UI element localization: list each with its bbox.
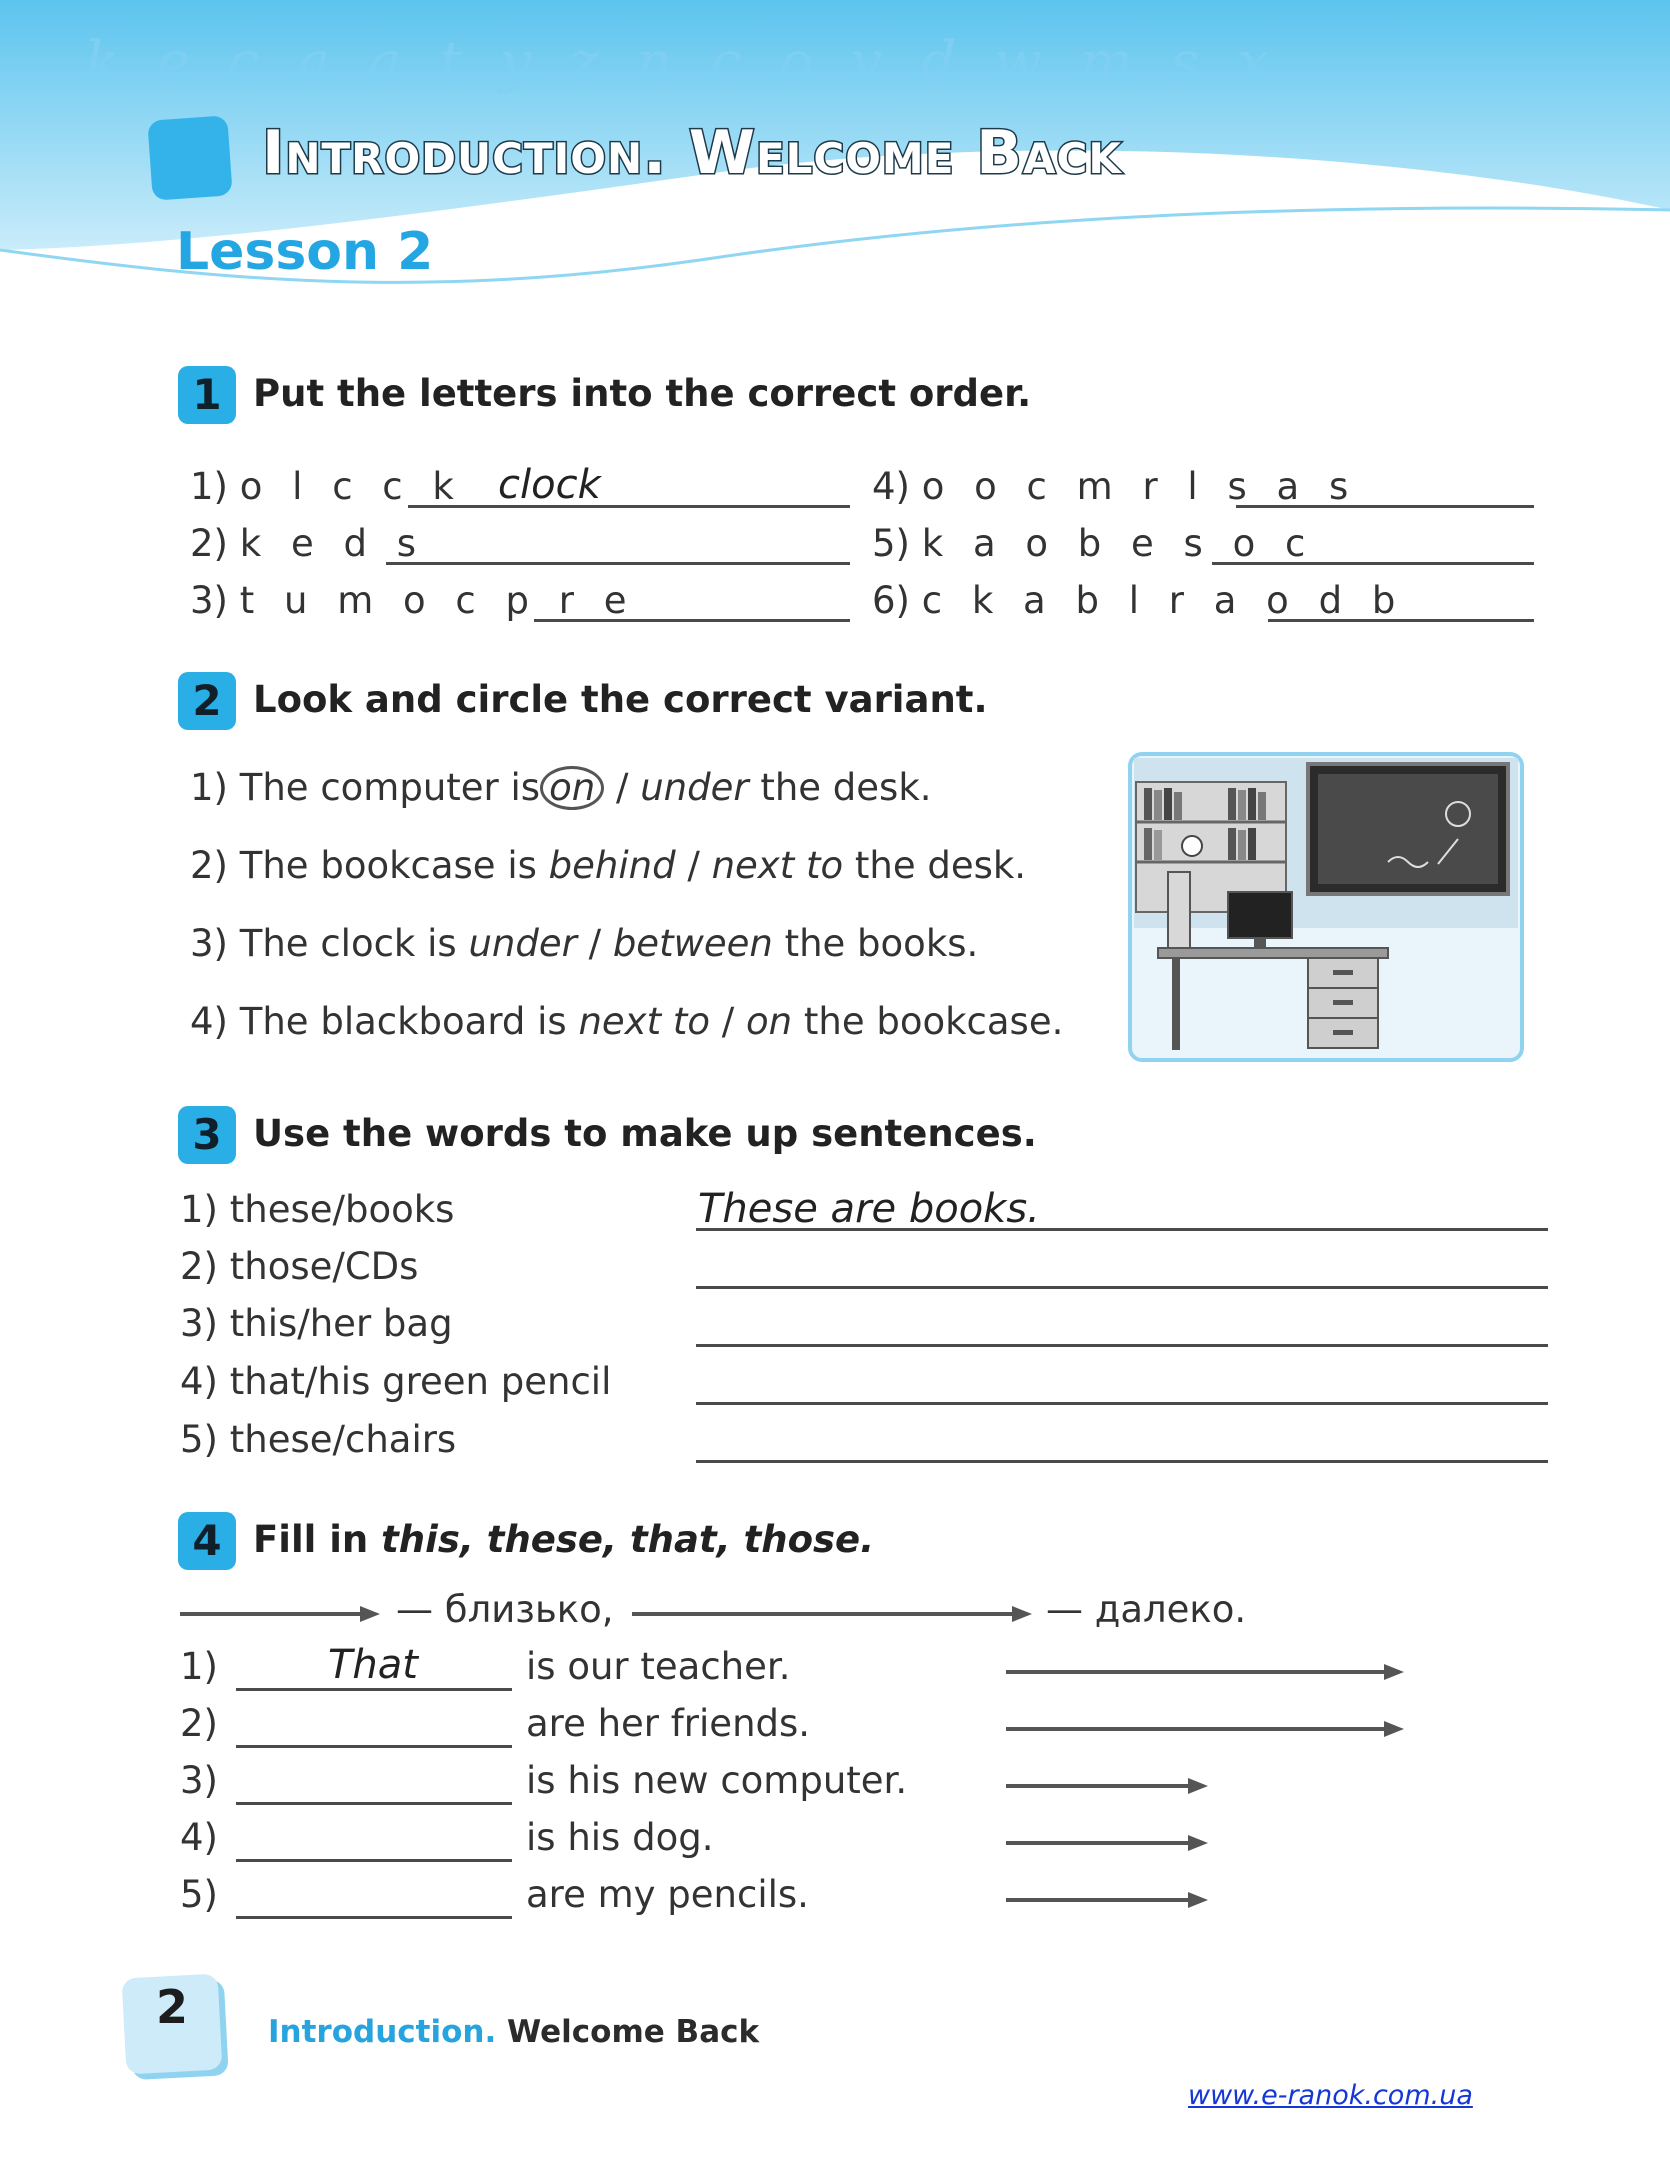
ex4-item-number: 2) (180, 1702, 218, 1745)
ex3-answer-line-1[interactable] (696, 1228, 1548, 1231)
ex3-words: these/chairs (229, 1418, 457, 1461)
exercise-4-title-words: this, these, that, those. (381, 1518, 875, 1561)
ex2-separator: / (710, 1000, 746, 1043)
ex3-item-3 (180, 1302, 453, 1346)
ex2-option[interactable]: under (640, 766, 749, 809)
ex2-option[interactable]: next to (578, 1000, 710, 1043)
ex2-text: the bookcase. (792, 1000, 1064, 1043)
exercise-3-title: Use the words to make up sentences. (253, 1112, 1037, 1155)
ex2-separator: / (576, 922, 613, 965)
ex4-answer-line-5[interactable] (236, 1916, 512, 1919)
ex2-item-number: 1) (190, 766, 228, 809)
ex1-answer-line-5[interactable] (1212, 562, 1534, 565)
ex4-answer-1: That (328, 1642, 418, 1688)
ex3-item-4 (180, 1360, 611, 1404)
ex3-answer-line-3[interactable] (696, 1344, 1548, 1347)
ex3-words: those/CDs (229, 1245, 419, 1288)
decorative-letters: k e c a a t y z n c o v d w m s x (85, 30, 1279, 95)
ex2-text: The clock is (239, 922, 469, 965)
ex2-option[interactable]: between (612, 922, 773, 965)
ex2-option-circled[interactable]: on (540, 766, 604, 810)
far-arrow-icon (1006, 1727, 1398, 1731)
ex1-item-5 (872, 522, 1314, 566)
far-arrow-icon (632, 1612, 1026, 1616)
ex1-answer-line-6[interactable] (1268, 619, 1534, 622)
ex2-option[interactable]: behind (548, 844, 676, 887)
classroom-illustration (1128, 752, 1524, 1062)
ex2-separator: / (675, 844, 712, 887)
ex1-item-number: 1) (190, 465, 228, 508)
ex2-text: the desk. (843, 844, 1027, 887)
ex2-item-4 (190, 1000, 1063, 1044)
ex4-answer-line-1[interactable] (236, 1688, 512, 1691)
ex4-text-2: are her friends. (526, 1702, 811, 1745)
ex3-item-number: 2) (180, 1245, 218, 1288)
ex1-answer-line-1[interactable] (408, 505, 850, 508)
ex1-letters: o o c m r l s a s (921, 465, 1358, 508)
far-arrow-icon (1006, 1670, 1398, 1674)
ex4-answer-line-4[interactable] (236, 1859, 512, 1862)
ex2-text: The bookcase is (239, 844, 549, 887)
ex1-item-number: 3) (190, 579, 228, 622)
exercise-3-number: 3 (178, 1106, 236, 1164)
legend-near: — близько, (396, 1588, 614, 1631)
ex2-text: the books. (772, 922, 979, 965)
ex2-item-number: 2) (190, 844, 228, 887)
near-arrow-icon (1006, 1784, 1202, 1788)
ex2-option[interactable]: next to (711, 844, 844, 887)
ex1-answer-line-2[interactable] (386, 562, 850, 565)
ex3-answer-line-2[interactable] (696, 1286, 1548, 1289)
near-arrow-icon (180, 1612, 374, 1616)
ex2-text: The blackboard is (239, 1000, 579, 1043)
ex2-separator: / (604, 766, 641, 809)
ex1-item-number: 6) (872, 579, 910, 622)
blackboard-icon (1308, 764, 1508, 894)
exercise-2-number: 2 (178, 672, 236, 730)
ex1-item-number: 4) (872, 465, 910, 508)
ex4-item-number: 1) (180, 1645, 218, 1688)
ex4-answer-line-2[interactable] (236, 1745, 512, 1748)
ex4-text-4: is his dog. (526, 1816, 714, 1859)
publisher-link[interactable]: www.e-ranok.com.ua (1188, 2080, 1473, 2111)
ex2-text: the desk. (748, 766, 932, 809)
near-arrow-icon (1006, 1841, 1202, 1845)
ex1-answer-line-4[interactable] (1236, 505, 1534, 508)
ex3-answer-1: These are books. (698, 1186, 1040, 1232)
ex4-text-3: is his new computer. (526, 1759, 908, 1802)
ex2-item-3 (190, 922, 978, 966)
ex1-item-4 (872, 465, 1357, 509)
ex3-item-number: 5) (180, 1418, 218, 1461)
ex4-answer-line-3[interactable] (236, 1802, 512, 1805)
ex2-option[interactable]: under (468, 922, 577, 965)
ex3-answer-line-5[interactable] (696, 1460, 1548, 1463)
page-title: Introduction. Welcome Back (262, 118, 1122, 188)
ex4-item-number: 4) (180, 1816, 218, 1859)
ex2-option[interactable]: on (746, 1000, 793, 1043)
exercise-2-title: Look and circle the correct variant. (253, 678, 988, 721)
ex1-letters: c k a b l r a o d b (921, 579, 1405, 622)
ex1-item-number: 5) (872, 522, 910, 565)
ex3-item-number: 3) (180, 1302, 218, 1345)
ex2-item-2 (190, 844, 1026, 888)
ex4-item-number: 5) (180, 1873, 218, 1916)
legend-far: — далеко. (1046, 1588, 1247, 1631)
ex2-item-number: 3) (190, 922, 228, 965)
lesson-title: Lesson 2 (176, 222, 434, 282)
ex3-words: that/his green pencil (229, 1360, 612, 1403)
ex2-text: The computer is (239, 766, 541, 809)
ex2-item-number: 4) (190, 1000, 228, 1043)
title-square-decoration (147, 115, 232, 200)
ex1-item-2 (190, 522, 425, 566)
exercise-1-number: 1 (178, 366, 236, 424)
ex1-letters: k e d s (239, 522, 425, 565)
ex3-answer-line-4[interactable] (696, 1402, 1548, 1405)
ex3-item-number: 4) (180, 1360, 218, 1403)
ex1-item-number: 2) (190, 522, 228, 565)
ex1-answer-1: clock (498, 462, 601, 508)
ex3-item-number: 1) (180, 1188, 218, 1231)
exercise-4-number: 4 (178, 1512, 236, 1570)
ex1-item-3 (190, 579, 636, 623)
ex1-item-1 (190, 465, 463, 509)
exercise-1-title: Put the letters into the correct order. (253, 372, 1032, 415)
exercise-4-title: Fill in this, these, that, those. (253, 1518, 875, 1561)
ex1-letters: k a o b e s o c (921, 522, 1315, 565)
footer-section-title: Introduction. Welcome Back (268, 2014, 760, 2050)
ex3-words: these/books (229, 1188, 455, 1231)
ex4-item-number: 3) (180, 1759, 218, 1802)
ex1-letters: o l c c k (239, 465, 463, 508)
ex3-item-1 (180, 1188, 454, 1232)
ex2-item-1 (190, 766, 932, 810)
ex1-letters: t u m o c p r e (239, 579, 636, 622)
ex1-item-6 (872, 579, 1404, 623)
ex3-item-5 (180, 1418, 456, 1462)
page-number: 2 (155, 1980, 188, 2034)
ex4-text-1: is our teacher. (526, 1645, 791, 1688)
ex3-item-2 (180, 1245, 418, 1289)
ex1-answer-line-3[interactable] (534, 619, 850, 622)
ex3-words: this/her bag (229, 1302, 453, 1345)
ex4-text-5: are my pencils. (526, 1873, 809, 1916)
near-arrow-icon (1006, 1898, 1202, 1902)
